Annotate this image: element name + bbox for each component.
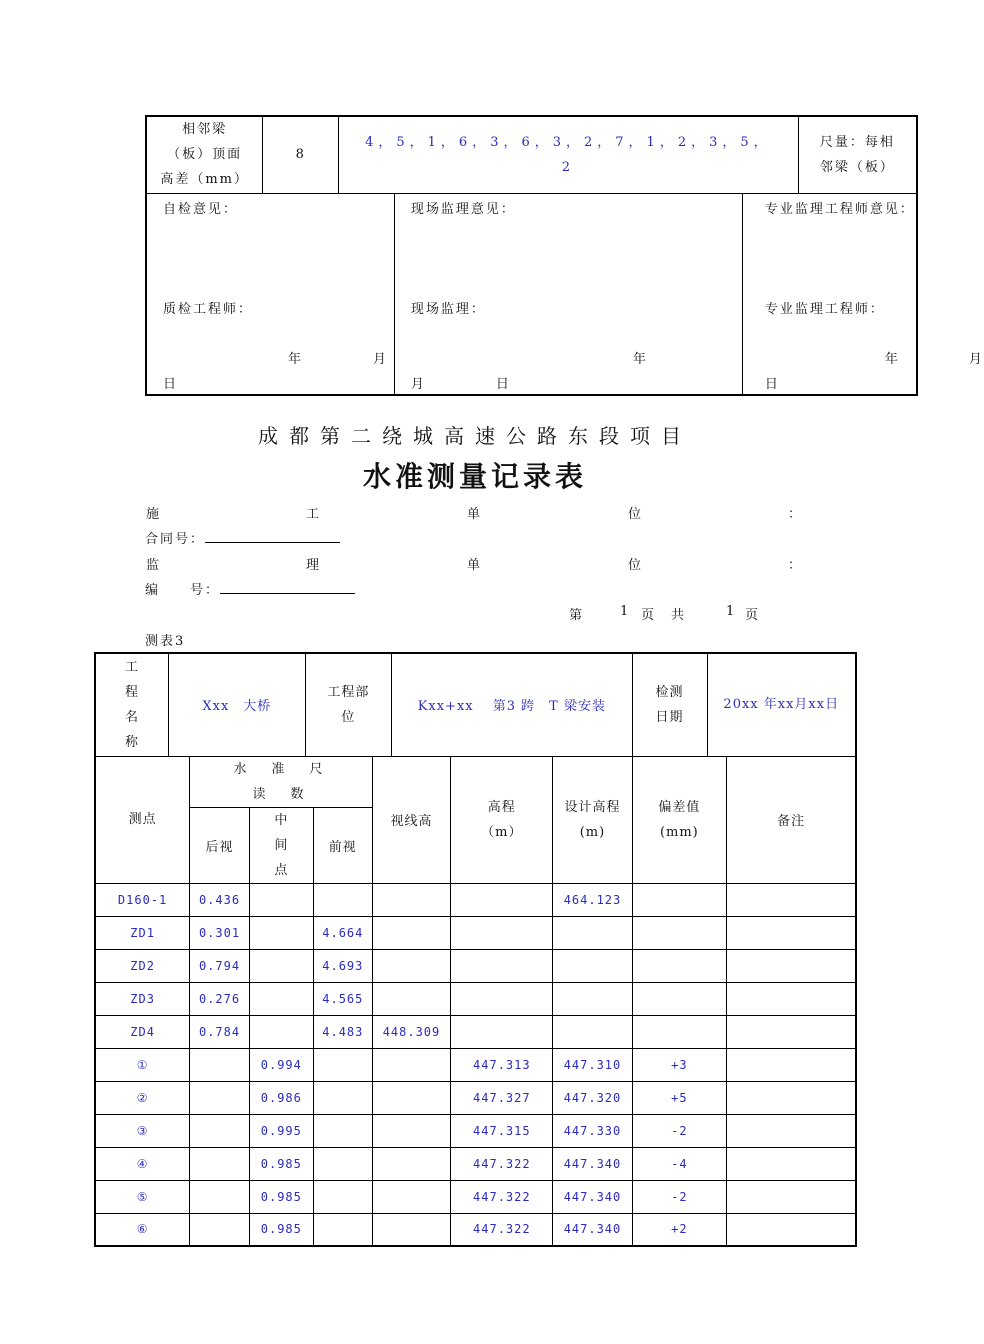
foresight-cell (313, 1180, 372, 1213)
foresight-cell (313, 1147, 372, 1180)
supervision-unit-char: 位 (628, 558, 642, 573)
sight-height-cell (372, 982, 450, 1015)
project-name-label-char: 称 (124, 734, 139, 750)
design-elevation-cell (553, 1015, 632, 1048)
project-name-label (95, 653, 168, 756)
measured-line: 2 (561, 159, 576, 175)
construction-unit-char: 工 (306, 507, 320, 522)
method-line: 邻梁（板） (819, 159, 895, 175)
allowed-value: 8 (263, 116, 339, 193)
point-cell: ⑤ (95, 1180, 190, 1213)
self-check-month: 月 (373, 351, 389, 367)
self-check-day: 日 (163, 376, 179, 392)
measured-line: 4，5，1，6，3，6，3，2，7，1，2，3，5， (365, 134, 772, 150)
table-row (95, 1213, 856, 1246)
page-current: 1 (620, 604, 629, 619)
foresight-cell (313, 883, 372, 916)
backsight-cell (190, 1147, 250, 1180)
col-middle-header: 中间点 (249, 807, 313, 883)
page-mid: 页 共 (641, 608, 687, 623)
design-elevation-cell (553, 916, 632, 949)
foresight-cell: 4.693 (313, 949, 372, 982)
table-row (95, 916, 856, 949)
deviation-cell (632, 883, 727, 916)
foresight-cell (313, 1114, 372, 1147)
remark-cell (727, 949, 856, 982)
project-name-label-char: 工 (124, 659, 139, 675)
page-total: 1 (726, 604, 735, 619)
pro-supervision-year: 年 (884, 351, 900, 367)
sight-height-cell (372, 1213, 450, 1246)
supervision-unit-char: 理 (306, 558, 320, 573)
foresight-cell (313, 1081, 372, 1114)
self-check-cell (146, 193, 394, 395)
remark-cell (727, 1048, 856, 1081)
page-prefix: 第 (569, 608, 583, 623)
table-row (95, 1048, 856, 1081)
deviation-cell (632, 916, 727, 949)
elevation-cell: 447.322 (451, 1147, 553, 1180)
col-point-header: 测点 (95, 756, 190, 883)
inspection-table (145, 115, 984, 396)
sight-height-cell (372, 1048, 450, 1081)
foresight-cell: 4.565 (313, 982, 372, 1015)
number-blank[interactable] (220, 580, 355, 594)
backsight-cell: 0.276 (190, 982, 250, 1015)
supervision-unit-char: 单 (467, 558, 481, 573)
elevation-cell (451, 916, 553, 949)
point-cell: ZD4 (95, 1015, 190, 1048)
remark-cell (727, 1114, 856, 1147)
deviation-cell (632, 1015, 727, 1048)
sight-height-cell (372, 916, 450, 949)
point-cell: ZD1 (95, 916, 190, 949)
remark-cell (727, 1081, 856, 1114)
deviation-cell: -2 (632, 1180, 727, 1213)
backsight-cell (190, 1081, 250, 1114)
table-row (95, 1015, 856, 1048)
sight-height-cell (372, 1081, 450, 1114)
self-check-year: 年 (288, 351, 304, 367)
elevation-cell: 447.322 (451, 1180, 553, 1213)
backsight-cell (190, 1114, 250, 1147)
col-rod-reading-header: 水 准 尺 读 数 (190, 756, 373, 807)
col-sight-height-header: 视线高 (372, 756, 450, 883)
site-supervision-month: 月 (410, 376, 426, 392)
pro-supervision-title: 专业监理工程师意见： (764, 201, 915, 217)
self-check-signer: 质检工程师： (163, 301, 254, 317)
foresight-cell: 4.483 (313, 1015, 372, 1048)
design-elevation-cell: 447.340 (553, 1213, 632, 1246)
middle-cell (249, 982, 313, 1015)
foresight-cell (313, 1048, 372, 1081)
page-suffix: 页 (745, 608, 759, 623)
remark-cell (727, 883, 856, 916)
site-supervision-title: 现场监理意见： (410, 201, 516, 217)
table-row (95, 949, 856, 982)
foresight-cell (313, 1213, 372, 1246)
middle-cell: 0.994 (249, 1048, 313, 1081)
design-elevation-cell: 447.340 (553, 1180, 632, 1213)
project-name-label-char: 程 (124, 684, 139, 700)
remark-cell (727, 982, 856, 1015)
elevation-cell: 447.322 (451, 1213, 553, 1246)
project-title: 成都第二绕城高速公路东段项目 (258, 424, 692, 448)
middle-cell: 0.995 (249, 1114, 313, 1147)
backsight-cell (190, 1180, 250, 1213)
deviation-cell: -2 (632, 1114, 727, 1147)
col-backsight-header: 后视 (190, 807, 250, 883)
backsight-cell: 0.436 (190, 883, 250, 916)
elevation-cell: 447.327 (451, 1081, 553, 1114)
remark-cell (727, 916, 856, 949)
middle-cell: 0.986 (249, 1081, 313, 1114)
remark-cell (727, 1213, 856, 1246)
design-elevation-cell (553, 949, 632, 982)
middle-cell (249, 916, 313, 949)
middle-cell (249, 1015, 313, 1048)
backsight-cell: 0.794 (190, 949, 250, 982)
check-date-value: 20xx 年xx月xx日 (707, 653, 856, 756)
middle-cell: 0.985 (249, 1213, 313, 1246)
design-elevation-cell: 447.330 (553, 1114, 632, 1147)
sight-height-cell (372, 1180, 450, 1213)
table-row (95, 1114, 856, 1147)
contract-no-label: 合同号： (145, 532, 206, 547)
middle-cell (249, 949, 313, 982)
remark-cell (727, 1015, 856, 1048)
point-cell: ZD3 (95, 982, 190, 1015)
site-supervision-signer: 现场监理： (410, 301, 486, 317)
foresight-cell: 4.664 (313, 916, 372, 949)
leveling-record-table (94, 652, 857, 1247)
backsight-cell: 0.301 (190, 916, 250, 949)
point-cell: ③ (95, 1114, 190, 1147)
construction-unit-char: 单 (467, 507, 481, 522)
item-label-line: 相邻梁 (182, 122, 228, 138)
col-foresight-header: 前视 (313, 807, 372, 883)
site-supervision-year: 年 (632, 351, 648, 367)
elevation-cell (451, 1015, 553, 1048)
col-elevation-header: 高程（m） (451, 756, 553, 883)
elevation-cell: 447.315 (451, 1114, 553, 1147)
self-check-title: 自检意见： (163, 201, 239, 217)
project-part-label: 工程部位 (305, 653, 391, 756)
table-row (95, 1147, 856, 1180)
construction-unit-char: ： (788, 507, 802, 522)
project-part-value: Kxx+xx 第3 跨 T 梁安装 (392, 653, 632, 756)
measured-values-cell (339, 116, 799, 193)
construction-unit-char: 位 (628, 507, 642, 522)
middle-cell: 0.985 (249, 1180, 313, 1213)
check-date-label: 检测日期 (632, 653, 707, 756)
col-remark-header: 备注 (727, 756, 856, 883)
pro-supervision-cell (742, 193, 984, 395)
backsight-cell (190, 1048, 250, 1081)
table-row (95, 883, 856, 916)
form-code: 测表3 (145, 634, 186, 649)
elevation-cell: 447.313 (451, 1048, 553, 1081)
number-line (145, 579, 355, 598)
col-deviation-header: 偏差值(mm) (632, 756, 727, 883)
supervision-unit-char: 监 (146, 558, 160, 573)
design-elevation-cell: 447.310 (553, 1048, 632, 1081)
sight-height-cell (372, 1147, 450, 1180)
design-elevation-cell (553, 982, 632, 1015)
elevation-cell (451, 982, 553, 1015)
elevation-cell (451, 883, 553, 916)
middle-cell (249, 883, 313, 916)
point-cell: ZD2 (95, 949, 190, 982)
item-label-line: 高差（mm） (160, 172, 249, 188)
deviation-cell (632, 982, 727, 1015)
contract-no-blank[interactable] (205, 529, 340, 543)
sight-height-cell (372, 1114, 450, 1147)
sight-height-cell (372, 949, 450, 982)
sight-height-cell (372, 883, 450, 916)
site-supervision-cell (394, 193, 742, 395)
point-cell: ④ (95, 1147, 190, 1180)
method-line: 尺量：每相 (819, 134, 895, 150)
pro-supervision-month: 月 (968, 351, 984, 367)
supervision-unit-char: ： (788, 558, 802, 573)
deviation-cell: +3 (632, 1048, 727, 1081)
design-elevation-cell: 447.320 (553, 1081, 632, 1114)
item-label-cell (146, 116, 263, 193)
table-row (95, 1081, 856, 1114)
deviation-cell: +2 (632, 1213, 727, 1246)
point-cell: ① (95, 1048, 190, 1081)
site-supervision-day: 日 (495, 376, 511, 392)
point-cell: D160-1 (95, 883, 190, 916)
design-elevation-cell: 447.340 (553, 1147, 632, 1180)
point-cell: ② (95, 1081, 190, 1114)
deviation-cell: +5 (632, 1081, 727, 1114)
design-elevation-cell: 464.123 (553, 883, 632, 916)
middle-cell: 0.985 (249, 1147, 313, 1180)
remark-cell (727, 1180, 856, 1213)
method-cell (798, 116, 917, 193)
item-label-line: （板）顶面 (167, 147, 243, 163)
backsight-cell: 0.784 (190, 1015, 250, 1048)
remark-cell (727, 1147, 856, 1180)
construction-unit-char: 施 (146, 507, 160, 522)
form-title: 水准测量记录表 (362, 460, 587, 493)
pro-supervision-signer: 专业监理工程师： (764, 301, 885, 317)
backsight-cell (190, 1213, 250, 1246)
deviation-cell (632, 949, 727, 982)
elevation-cell (451, 949, 553, 982)
table-row (95, 982, 856, 1015)
sight-height-cell: 448.309 (372, 1015, 450, 1048)
point-cell: ⑥ (95, 1213, 190, 1246)
table-row (95, 1180, 856, 1213)
project-name-label-char: 名 (124, 709, 139, 725)
deviation-cell: -4 (632, 1147, 727, 1180)
pro-supervision-day: 日 (764, 376, 780, 392)
project-name-value: Xxx 大桥 (168, 653, 305, 756)
number-label: 编 号： (145, 583, 221, 598)
contract-no-line (145, 528, 340, 547)
col-design-elevation-header: 设计高程(m) (553, 756, 632, 883)
